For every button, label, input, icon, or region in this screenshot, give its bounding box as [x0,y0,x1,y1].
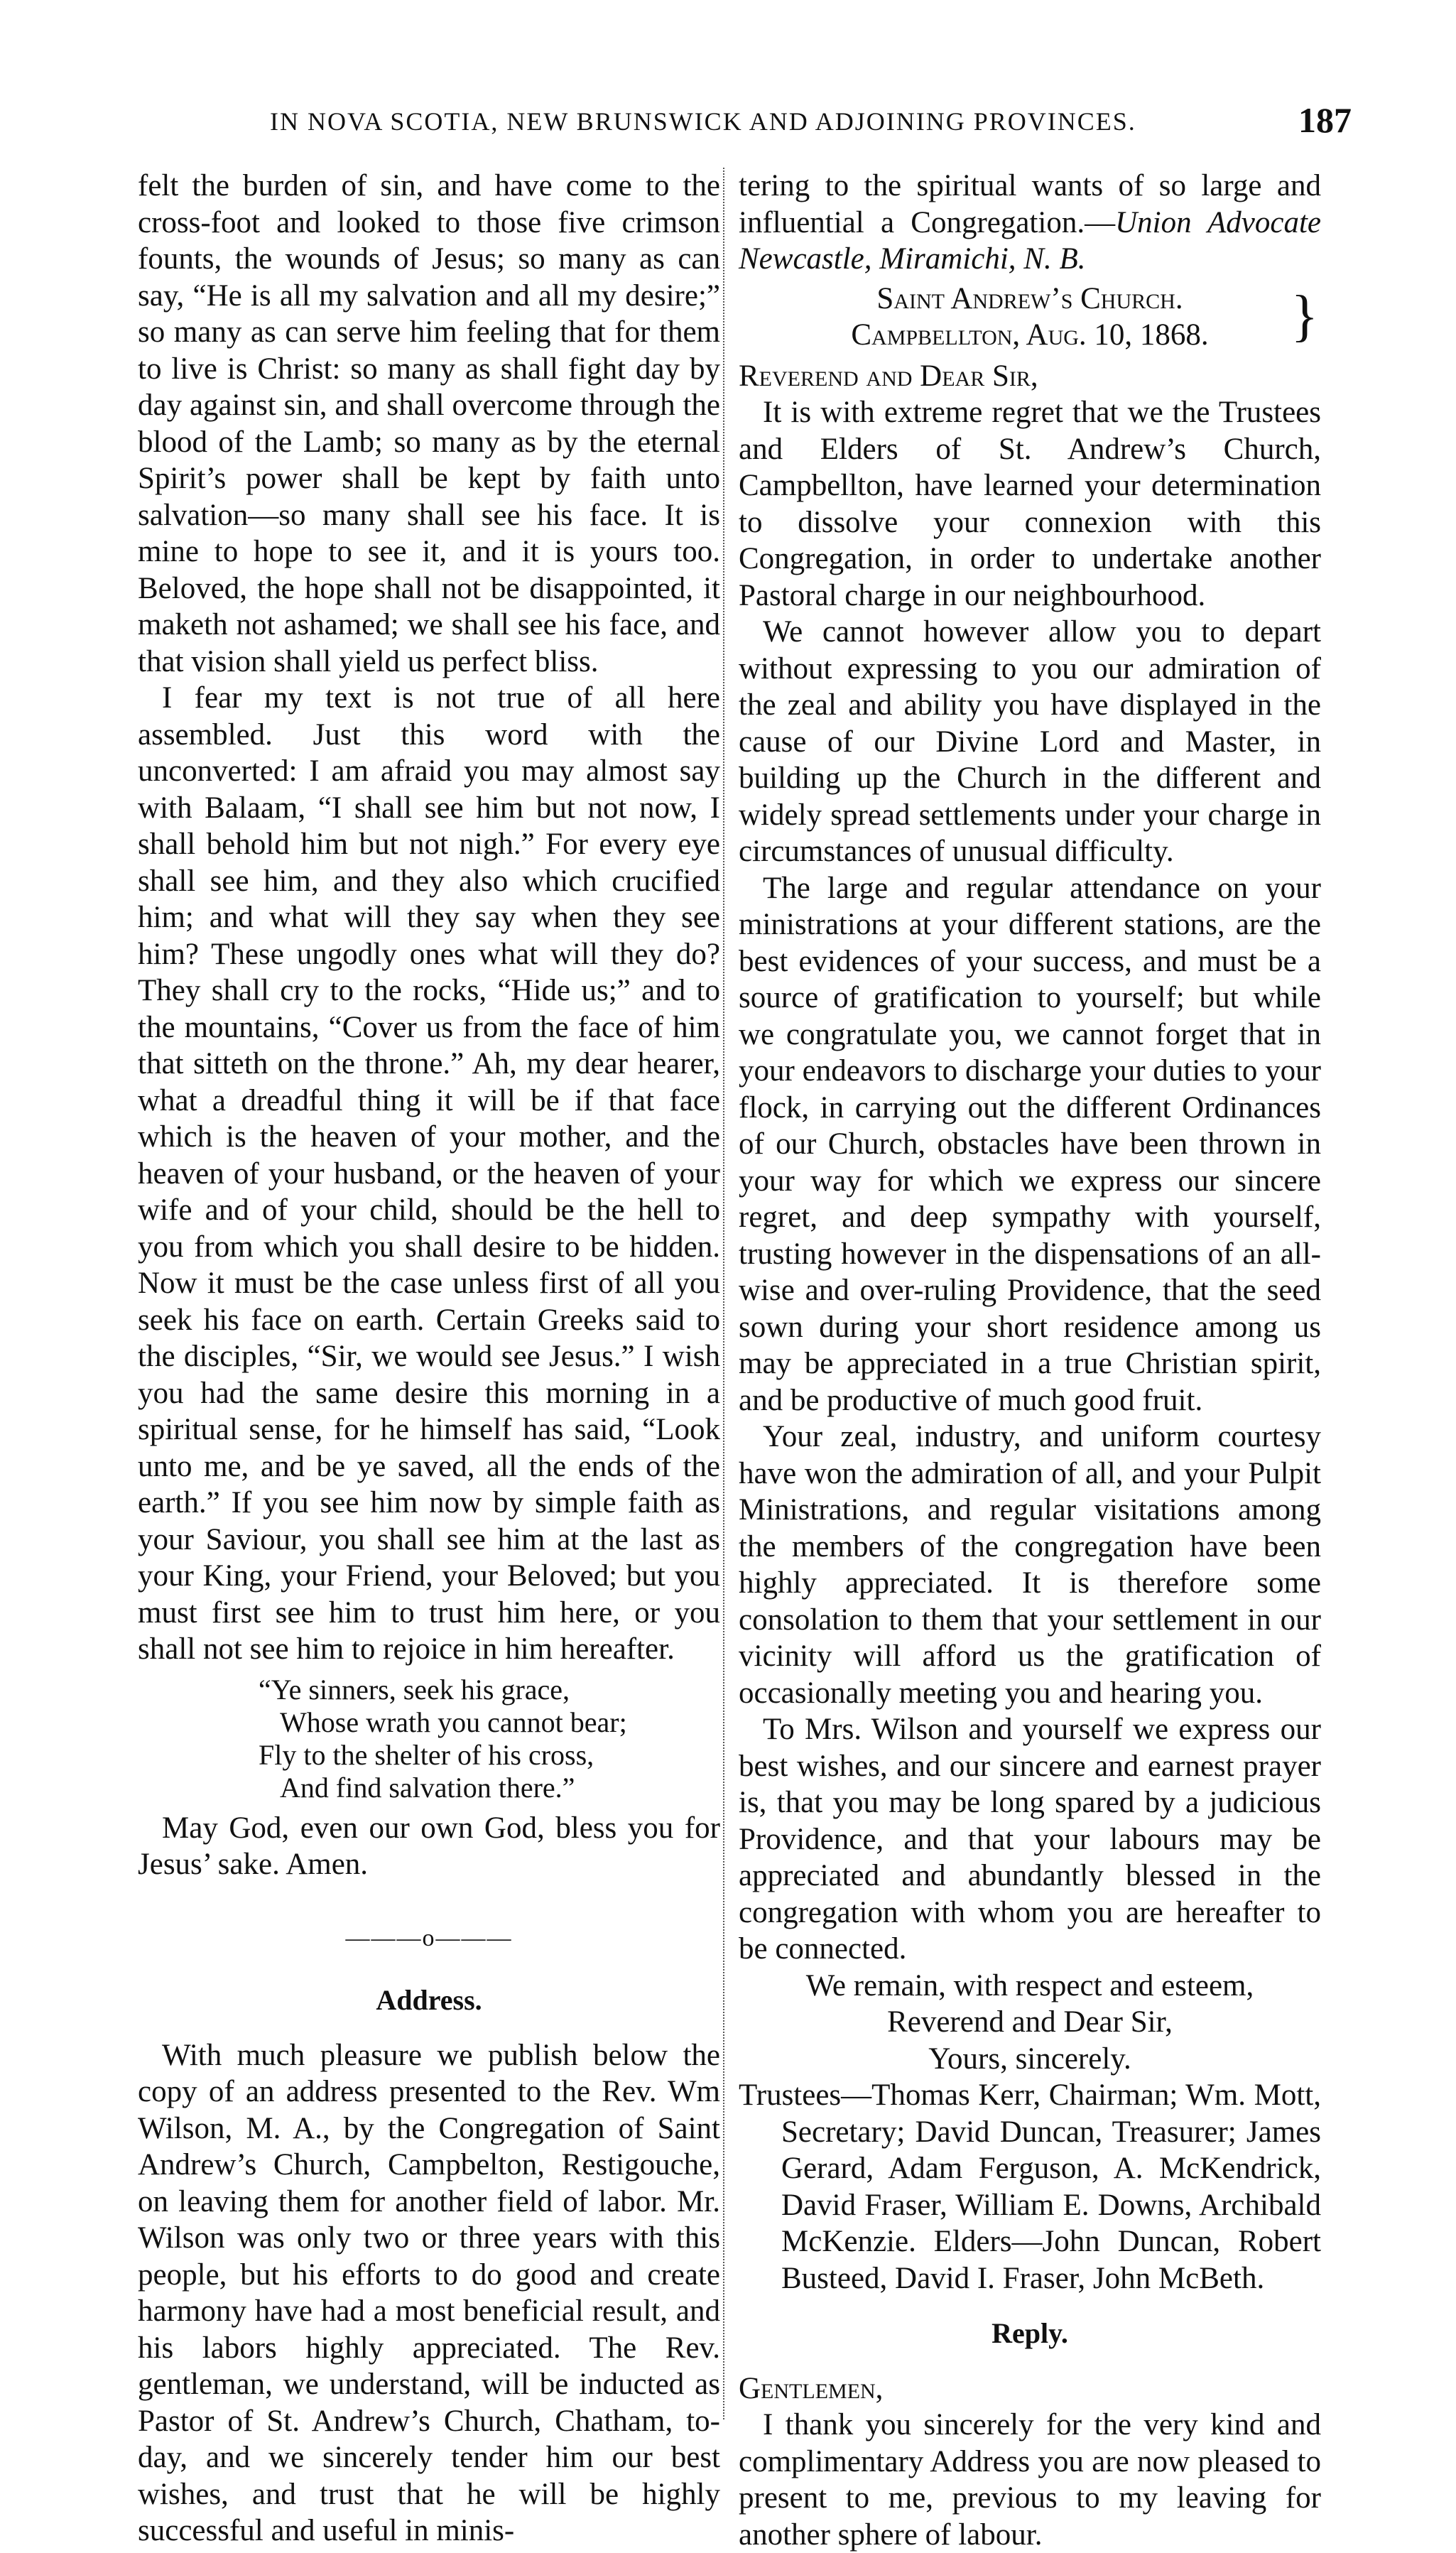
sermon-paragraph: I fear my text is not true of all here assembled. Just this word with the unconverted: I am afraid you may almost say with Balaam, “I shall see him but not now, I shall behold him but not nigh.” For every eye shall see him, and they also which crucified him; and what will they say when they see him? These ungodly ones what will they do? They shall cry to the rocks, “Hide us;” and to the mountains, “Cover us from the face of him that sitteth on the throne.” Ah, my dear hearer, what a dreadful thing it will be if that face which is the heaven of your mother, and the heaven of your husband, or the heaven of your wife and of your child, should be the hell to you from which you shall desire to be hidden. Now it must be the case unless first of all you seek his face on earth. Certain Greeks said to the disciples, “Sir, we would see Jesus.” I wish you had the same desire this morning in a spiritual sense, for he himself has said, “Look unto me, and be ye saved, all the ends of the earth.” If you see him now by simple faith as your Saviour, you shall see him at the last as your King, your Friend, your Beloved; but you must first see him to trust him here, or you shall not see him to rejoice in him hereafter. [138,681,720,1666]
section-divider: ———o——— [345,1924,513,1951]
reply-paragraph: I thank you sincerely for the very kind and complimentary Address you are now pleased to present to me, previous to my leaving for another sphere of labour. [739,2408,1321,2552]
dateline-church: Saint Andrew’s Church. [876,281,1183,315]
sermon-paragraph: felt the burden of sin, and have come to the cross-foot and looked to those five crimson founts, the wounds of Jesus; so many as can say, “He is all my salvation and all my desire;” so many as can serve him feeling that for them to live is Christ: so many as shall fight day by day against sin, and shall overcome through the blood of the Lamb; so many as by the eternal Spirit’s power shall be kept by faith unto salvation—so many shall see his face. It is mine to hope to see it, and it is yours too. Beloved, the hope shall not be disappointed, it maketh not ashamed; we shall see his face, and that vision shall yield us perfect bliss. [138,169,720,678]
right-column [739,168,1321,2553]
closing-line: Reverend and Dear Sir, [887,2005,1173,2039]
closing-line: We remain, with respect and esteem, [805,1968,1254,2002]
hymn-line: Whose wrath you cannot bear; [280,1706,627,1738]
address-paragraph: To Mrs. Wilson and yourself we express our best wishes, and our sincere and earnest prayer is, that you may be long spared by a judicious Providence, and that your labours may be appreciated and abundantly blessed in the congregation with whom you are hereafter to be connected. [739,1713,1321,1966]
address-paragraph: Your zeal, industry, and uniform courtesy have won the admiration of all, and your Pulpit Ministrations, and regular visitations among the members of the congregation have been highly appreciated. It is therefore some consolation to them that your settlement in our vicinity will afford us the gratification of occasionally meeting you and hearing you. [739,1420,1321,1710]
hymn-line: Fly to the shelter of his cross, [259,1738,594,1771]
page-number: 187 [1298,100,1352,140]
column-rule [723,168,724,2419]
address-intro: With much pleasure we publish below the copy of an address presented to the Rev. Wm Wilson, M. A., by the Congregation of Saint Andrew’s Church, Campbelton, Restigouche, on leaving them for another field of labor. Mr. Wilson was only two or three years with this people, but his efforts to do good and create harmony have had a most beneficial result, and his labors highly appreciated. The Rev. gentleman, we understand, will be inducted as Pastor of St. Andrew’s Church, Chatham, to-day, and we sincerely tender him our best wishes, and trust that he will be highly successful and useful in minis- [138,2038,720,2547]
dateline [739,281,1321,354]
reply-heading: Reply. [992,2317,1068,2349]
salutation: Reverend and Dear Sir, [739,359,1038,393]
dateline-place: Campbellton, Aug. 10, 1868. [851,318,1209,352]
closing-line: Yours, sincerely. [928,2042,1131,2076]
address-paragraph: We cannot however allow you to depart without expressing to you our admiration of the zeal and ability you have displayed in the cause of our Divine Lord and Master, in building up the Church in the different and widely spread settlements under your charge in circumstances of unusual difficulty. [739,615,1321,868]
address-paragraph: The large and regular attendance on your ministrations at your different stations, are the best evidences of your success, and must be a source of gratification to yourself; but while we congratulate you, we cannot forget that in your endeavors to discharge your duties to your flock, in carrying out the different Ordinances of our Church, obstacles have been thrown in your way for which we express our sincere regret, and deep sympathy with yourself, trusting however in the dispensations of an all-wise and over-ruling Providence, that the seed sown during your short residence among us may be appreciated in a true Christian spirit, and be productive of much good fruit. [739,871,1321,1417]
address-intro-continued [739,168,1321,278]
address-paragraph: It is with extreme regret that we the Trustees and Elders of St. Andrew’s Church, Campbellton, have learned your determination to dissolve your connexion with this Congregation, in order to undertake another Pastoral charge in our neighbourhood. [739,396,1321,612]
hymn-line: And find salvation there.” [280,1771,575,1804]
brace-mark: } [1291,284,1318,347]
left-column [138,168,720,2549]
address-heading: Address. [376,1984,482,2016]
signatories: Trustees—Thomas Kerr, Chairman; Wm. Mott, Secretary; David Duncan, Treasurer; James Gerard, Adam Ferguson, A. McKendrick, David Fraser, William E. Downs, Archibald McKenzie. Elders—John Duncan, Robert Busteed, David I. Fraser, John McBeth. [739,2078,1321,2295]
hymn-line: “Ye sinners, seek his grace, [259,1673,570,1706]
sermon-closing: May God, even our own God, bless you for Jesus’ sake. Amen. [138,1811,720,1881]
reply-salutation: Gentlemen, [739,2371,884,2405]
hymn-verse [259,1674,720,1804]
source-credit: Union Advocate Newcastle, Miramichi, N. B. [739,205,1321,276]
running-head: IN NOVA SCOTIA, NEW BRUNSWICK AND ADJOINING PROVINCES. [270,107,1136,136]
intro-continued-text: tering to the spiritual wants of so large and influential a Congregation.— [739,169,1321,239]
